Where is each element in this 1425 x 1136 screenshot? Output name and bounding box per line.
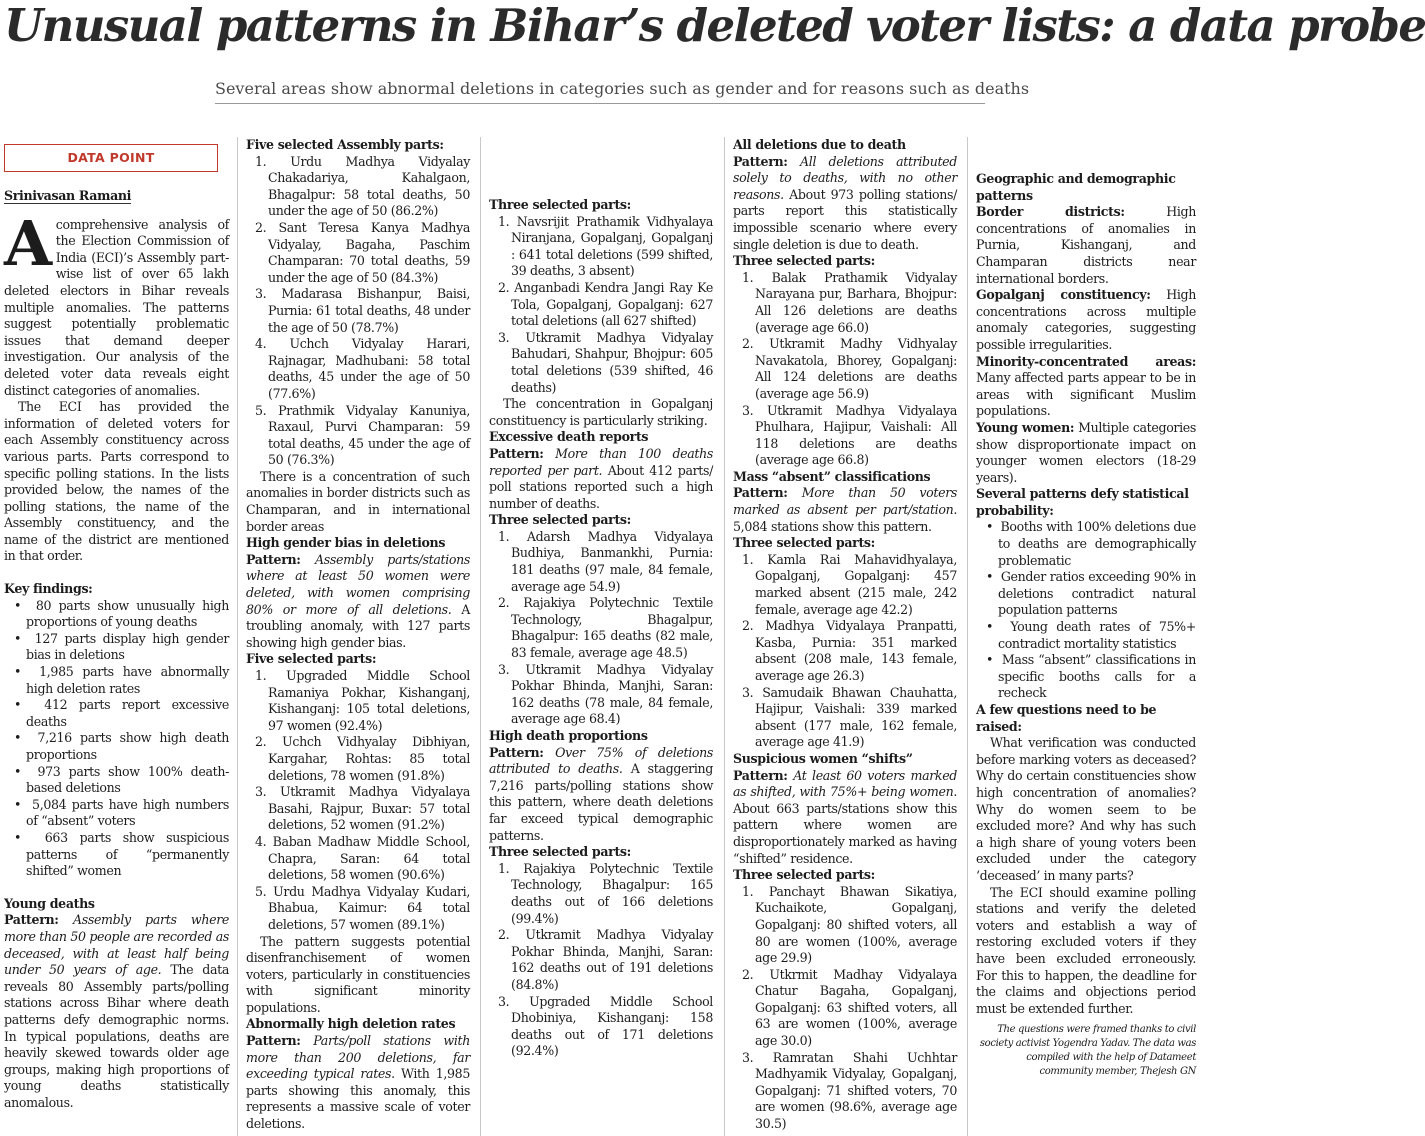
geo-paragraph: Minority-concentrated areas: Many affected parts appear to be in areas with significant Muslim populations.: [976, 353, 1196, 419]
section-heading-geo: Geographic and demographic patterns: [976, 171, 1176, 203]
column-divider: [967, 137, 968, 1136]
key-findings-heading: Key findings:: [4, 581, 93, 597]
key-finding-item: • 5,084 parts have high numbers of “absent” voters: [14, 796, 229, 829]
list-item: 2. Sant Teresa Kanya Madhya Vidyalay, Bagaha, Paschim Champaran: 70 total deaths, 59 under the age of 50 (84.3%): [255, 219, 470, 285]
list-item: 3. Upgraded Middle School Dhobiniya, Kishanganj: 158 deaths out of 171 deletions (92.4%): [498, 993, 713, 1059]
defy-item: • Gender ratios exceeding 90% in deletions contradict natural population patterns: [986, 569, 1196, 618]
key-finding-item: • 663 parts show suspicious patterns of “permanently shifted” women: [14, 829, 229, 879]
key-finding-item: • 973 parts show 100% death-based deletions: [14, 763, 229, 796]
list-item: 5. Prathmik Vidyalay Kanuniya, Raxaul, Purvi Champaran: 59 total deaths, 45 under the age of 50 (76.3%): [255, 402, 470, 468]
list-heading: Three selected parts:: [733, 867, 875, 883]
pattern-paragraph: Pattern: All deletions attributed solely to deaths, with no other reasons. About 973 polling stations/ parts report this statistically impossible scenario where every single deletion is due to death.: [733, 153, 957, 252]
pattern-paragraph: Pattern: Parts/poll stations with more than 200 deletions, far exceeding typical rates. With 1,985 parts showing this anomaly, this represents a massive scale of voter deletions.: [246, 1033, 471, 1132]
drop-cap: A: [4, 206, 52, 280]
pattern-paragraph: Pattern: Assembly parts/stations where at least 50 women were deleted, with women comprising 80% or more of all deletions. A troubling anomaly, with 127 parts showing high gender bias.: [246, 551, 470, 650]
list-heading: Three selected parts:: [489, 512, 631, 528]
list-item: 1. Kamla Rai Mahavidhyalaya, Gopalganj, Gopalganj: 457 marked absent (215 male, 242 female, average age 42.2): [742, 551, 957, 617]
section-heading-excessive-death: Excessive death reports: [489, 429, 649, 445]
list-item: 2. Madhya Vidyalaya Pranpatti, Kasba, Purnia: 351 marked absent (208 male, 143 female, average age 26.3): [742, 618, 957, 683]
key-finding-item: • 127 parts display high gender bias in deletions: [14, 630, 229, 663]
list-item: 5. Urdu Madhya Vidyalay Kudari, Bhabua, Kaimur: 64 total deletions, 57 women (89.1%): [255, 883, 470, 932]
defy-item: • Young death rates of 75%+ contradict mortality statistics: [986, 619, 1196, 651]
geo-paragraph: Gopalganj constituency: High concentrations across multiple anomaly categories, suggesting possible irregularities.: [976, 287, 1196, 352]
list-heading: Three selected parts:: [489, 844, 631, 860]
credit-note: The questions were framed thanks to civil society activist Yogendra Yadav. The data was compiled with the help of Datameet community member, Thejesh GN: [979, 1024, 1196, 1078]
column-divider: [237, 137, 238, 1136]
list-item: 4. Baban Madhaw Middle School, Chapra, Saran: 64 total deletions, 58 women (90.6%): [255, 833, 470, 883]
list-item: 3. Utkramit Madhya Vidyalay Bahudari, Shahpur, Bhojpur: 605 total deletions (539 shifted, 46 deaths): [498, 329, 713, 395]
list-item: 1. Navsrijit Prathamik Vidhyalaya Niranjana, Gopalganj, Gopalganj : 641 total deletions (599 shifted, 39 deaths, 3 absent): [498, 213, 713, 279]
defy-item: • Booths with 100% deletions due to deaths are demographically problematic: [986, 519, 1196, 568]
list-item: 2. Uchch Vidhyalay Dibhiyan, Kargahar, Rohtas: 85 total deletions, 78 women (91.8%): [255, 734, 470, 783]
list-heading: Five selected parts:: [246, 651, 377, 667]
section-heading-gender-bias: High gender bias in deletions: [246, 535, 446, 551]
list-item: 2. Anganbadi Kendra Jangi Ray Ke Tola, Gopalganj, Gopalganj: 627 total deletions (all 627 shifted): [498, 279, 713, 329]
list-item: 2. Utkramit Madhya Vidyalay Pokhar Bhinda, Manjhi, Saran: 162 deaths out of 191 deletions (84.8%): [498, 927, 713, 992]
list-item: 3. Utkramit Madhya Vidyalay Pokhar Bhinda, Manjhi, Saran: 162 deaths (78 male, 84 female, average age 68.4): [498, 661, 713, 727]
section-closing: There is a concentration of such anomalies in border districts such as Champaran, and in international border areas: [246, 468, 470, 534]
intro-paragraph: Acomprehensive analysis of the Election Commission of India (ECI)’s Assembly part-wise list of over 65 lakh deleted electors in Bihar reveals multiple anomalies. The patterns suggest potentially problematic issues that demand deeper investigation. Our analysis of the deleted voter data reveals eight distinct categories of anomalies.: [4, 206, 229, 398]
column-5: [976, 137, 1196, 1136]
key-finding-item: • 7,216 parts show high death proportions: [14, 730, 229, 762]
section-heading-young-deaths: Young deaths: [4, 895, 95, 911]
list-item: 2. Utkrmit Madhay Vidyalaya Chatur Bagaha, Gopalganj, Gopalganj: 63 shifted voters, all 63 are women (100%, average age 30.0): [742, 966, 957, 1049]
section-heading-questions: A few questions need to be raised:: [976, 702, 1157, 734]
list-heading: Three selected parts:: [733, 535, 875, 551]
list-item: 2. Utkramit Madhy Vidhyalay Navakatola, Bhorey, Gopalganj: All 124 deletions are deaths (average age 56.9): [742, 336, 957, 401]
section-heading-high-death-proportions: High death proportions: [489, 728, 648, 743]
key-finding-item: • 80 parts show unusually high proportions of young deaths: [14, 597, 229, 630]
column-1: [4, 137, 229, 1136]
column-2: [246, 137, 470, 1136]
deck-divider: [215, 103, 985, 104]
list-item: 1. Panchayt Bhawan Sikatiya, Kuchaikote, Gopalganj, Gopalganj: 80 shifted voters, all 80 are women (100%, average age 29.9): [742, 883, 957, 966]
list-item: 1. Rajakiya Polytechnic Textile Technology, Bhagalpur: 165 deaths out of 166 deletions (99.4%): [498, 860, 713, 926]
list-item: 1. Balak Prathamik Vidyalay Narayana pur, Barhara, Bhojpur: All 126 deletions are deaths (average age 66.0): [742, 269, 957, 335]
pattern-paragraph: Pattern: At least 60 voters marked as shifted, with 75%+ being women. About 663 parts/stations show this pattern where women are disproportionately marked as having “shifted” residence.: [733, 767, 958, 866]
section-heading-high-deletion: Abnormally high deletion rates: [246, 1016, 456, 1032]
pattern-paragraph: Pattern: Over 75% of deletions attributed to deaths. A staggering 7,216 parts/polling stations show this pattern, where death deletions far exceed typical demographic patterns.: [489, 744, 714, 843]
headline: Unusual patterns in Bihar’s deleted voter lists: a data probe: [4, 0, 1425, 52]
list-heading: Three selected parts:: [489, 197, 631, 212]
section-heading-absent: Mass “absent” classifications: [733, 468, 931, 484]
list-item: 4. Uchch Vidyalay Harari, Rajnagar, Madhubani: 58 total deaths, 45 under the age of 50 (77.6%): [255, 336, 470, 401]
list-item: 2. Rajakiya Polytechnic Textile Technology, Bhagalpur, Bhagalpur: 165 deaths (82 male, 83 female, average age 48.5): [498, 595, 713, 661]
list-heading: Three selected parts:: [733, 253, 875, 269]
list-item: 1. Upgraded Middle School Ramaniya Pokhar, Kishanganj, Kishanganj: 105 total deletions, 97 women (92.4%): [255, 668, 470, 733]
section-heading-defy: Several patterns defy statistical probability:: [976, 486, 1189, 518]
key-finding-item: • 1,985 parts have abnormally high deletion rates: [14, 664, 229, 696]
geo-paragraph: Young women: Multiple categories show disproportionate impact on younger women electors (18-29 years).: [976, 419, 1196, 485]
list-item: 3. Utkramit Madhya Vidyalaya Phulhara, Hajipur, Vaishali: All 118 deletions are deaths (average age 66.8): [742, 402, 957, 468]
key-finding-item: • 412 parts report excessive deaths: [14, 697, 229, 729]
pattern-paragraph: Pattern: Assembly parts where more than 50 people are recorded as deceased, with at least half being under 50 years of age. The data reveals 80 Assembly parts/polling stations across Bihar where death patterns defy demographic norms. In typical populations, deaths are heavily skewed towards older age groups, making high proportions of young deaths statistically anomalous.: [4, 912, 229, 1110]
section-closing: The concentration in Gopalganj constituency is particularly striking.: [489, 396, 713, 428]
list-item: 1. Urdu Madhya Vidyalay Chakadariya, Kahalgaon, Bhagalpur: 58 total deaths, 50 under the age of 50 (86.2%): [255, 153, 470, 219]
column-divider: [724, 137, 725, 1136]
section-heading-all-death: All deletions due to death: [733, 137, 906, 152]
list-item: 1. Adarsh Madhya Vidyalaya Budhiya, Banmankhi, Purnia: 181 deaths (97 male, 84 female, average age 54.9): [498, 528, 713, 594]
list-item: 3. Ramratan Shahi Uchhtar Madhyamik Vidyalay, Gopalganj, Gopalganj: 71 shifted voters, 70 are women (98.6%, average age 30.5): [742, 1049, 957, 1132]
column-3: [489, 137, 713, 1136]
kicker-box: DATA POINT: [4, 144, 218, 172]
byline: Srinivasan Ramani: [4, 188, 132, 203]
list-item: 3. Utkramit Madhya Vidyalaya Basahi, Rajpur, Buxar: 57 total deletions, 52 women (91.2%): [255, 784, 470, 833]
closing-paragraph: The ECI should examine polling stations and verify the deleted voters and establish a way of restoring excluded voters if they have been excluded erroneously. For this to happen, the deadline for the claims and objections period must be extended further.: [976, 884, 1196, 1016]
section-heading-women-shifts: Suspicious women “shifts”: [733, 750, 913, 766]
pattern-paragraph: Pattern: More than 50 voters marked as absent per part/station. 5,084 stations show this pattern.: [733, 485, 957, 534]
list-item: 3. Madarasa Bishanpur, Baisi, Purnia: 61 total deaths, 48 under the age of 50 (78.7%): [255, 286, 470, 335]
questions-paragraph: What verification was conducted before marking voters as deceased? Why do certain constituencies show high concentration of anomalies? Why do women seem to be excluded more? And why has such a high share of young voters been excluded under the category ‘deceased’ in many parts?: [976, 735, 1196, 883]
pattern-paragraph: Pattern: More than 100 deaths reported per part. About 412 parts/ poll stations reported such a high number of deaths.: [489, 445, 714, 511]
column-4: [733, 137, 957, 1136]
intro-paragraph-2: The ECI has provided the information of deleted voters for each Assembly constituency across various parts. Parts correspond to specific polling stations. In the lists provided below, the names of the polling stations, the name of the Assembly constituency, and the name of the district are mentioned in that order.: [4, 399, 229, 564]
list-item: 3. Samudaik Bhawan Chauhatta, Hajipur, Vaishali: 339 marked absent (177 male, 162 female, average age 41.9): [742, 684, 957, 750]
section-closing: The pattern suggests potential disenfranchisement of women voters, particularly in constituencies with significant minority populations.: [246, 933, 470, 1015]
list-heading: Five selected Assembly parts:: [246, 137, 444, 152]
geo-paragraph: Border districts: High concentrations of anomalies in Purnia, Kishanganj, and Champaran districts near international borders.: [976, 204, 1196, 286]
deck: Several areas show abnormal deletions in categories such as gender and for reasons such as deaths: [215, 79, 1030, 98]
defy-item: • Mass “absent” classifications in specific booths calls for a recheck: [986, 652, 1196, 701]
column-divider: [480, 137, 481, 1136]
